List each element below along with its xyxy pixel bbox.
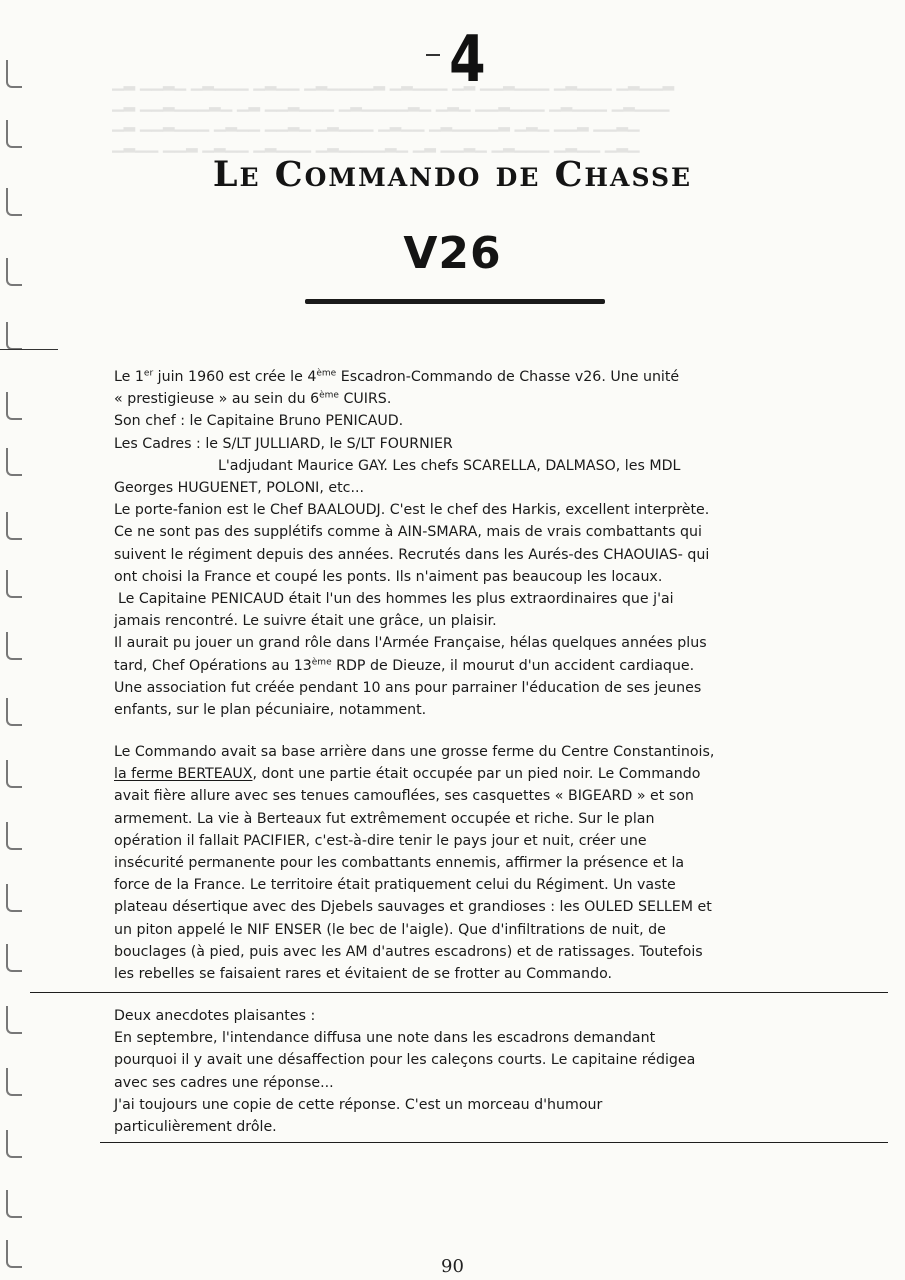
text-line: les rebelles se faisaient rares et évitaient de se frotter au Commando. (114, 966, 613, 983)
text-line: bouclages (à pied, puis avec les AM d'autres escadrons) et de ratissages. Toutefois (114, 943, 703, 960)
text-line: armement. La vie à Berteaux fut extrêmement occupée et riche. Sur le plan (114, 810, 655, 827)
text-line: plateau désertique avec des Djebels sauvages et grandioses : les OULED SELLEM et (114, 899, 712, 916)
text-line: un piton appelé le NIF ENSER (le bec de l'aigle). Que d'infiltrations de nuit, de (114, 921, 666, 938)
text-line: Le Capitaine PENICAUD était l'un des hommes les plus extraordinaires que j'ai (118, 591, 674, 608)
text-line: Georges HUGUENET, POLONI, etc... (114, 480, 365, 497)
title-line-2: V26 (403, 228, 502, 279)
text-line: Le Commando avait sa base arrière dans une grosse ferme du Centre Constantinois, (114, 744, 715, 760)
paragraph-1 (114, 366, 814, 721)
title-part-3: Chasse (554, 154, 693, 195)
title-part-2: de (495, 154, 541, 195)
text-line: insécurité permanente pour les combattants ennemis, affirmer la présence et la (114, 855, 685, 872)
separator-line (100, 1142, 888, 1143)
text-line: Le porte-fanion est le Chef BAALOUDJ. C'est le chef des Harkis, excellent interprète. (114, 502, 710, 519)
text-line: En septembre, l'intendance diffusa une note dans les escadrons demandant (114, 1030, 656, 1047)
text-line: avait fière allure avec ses tenues camouflées, ses casquettes « BIGEARD » et son (114, 788, 694, 805)
title-line-1 (0, 154, 905, 195)
text-line: J'ai toujours une copie de cette réponse. C'est un morceau d'humour (114, 1096, 603, 1113)
bleed-through-texture: ▁▂ ▁▁▂▁ ▁▂▁▁▁ ▁▂▁▁ ▁▂▁▁▁▁▂ ▁▂▁▁▁ ▁▂ ▁▁▂▁▁▁ ▁▂▁▁▁ ▁▂▁▁▂ ▁▂ ▁▁▂▁▁▁▂▁ ▁▂ ▁▁▂▁▁▁ ▁▂▁▁▁▁▂▁ ▁▂▁ ▁▁▂▁▁▁ ▁▂▁▁▁ ▁▂▁▁▁ ▁▂ ▁▁▂▁▁▁ ▁▂▁▁ ▁▁▂▁ ▁▂▁▁▁ ▁▂▁▁ ▁▂▁▁▁▁▂ ▁▂▁ ▁▁▂ ▁▁▂▁ ▁▂▁▁ ▁▁▂ ▁▂▁▁ ▁▂▁▁▁ ▁▂▁▁▁▁▂▁ ▁▂ ▁▁▂▁ ▁▂▁▁▁ ▁▂▁▁ ▁▂▁ (112, 73, 675, 153)
text-line: la ferme BERTEAUX, dont une partie était occupée par un pied noir. Le Commando (114, 766, 701, 783)
text-line: avec ses cadres une réponse... (114, 1074, 334, 1091)
margin-mark (0, 349, 58, 350)
text-line: pourquoi il y avait une désaffection pour les caleçons courts. Le capitaine rédigea (114, 1052, 696, 1069)
text-line: « prestigieuse » au sein du 6ème CUIRS. (114, 390, 392, 408)
text-line: Ce ne sont pas des supplétifs comme à AIN-SMARA, mais de vrais combattants qui (114, 524, 702, 541)
text-line: Les Cadres : le S/LT JULLIARD, le S/LT FOURNIER (114, 435, 453, 452)
dash-mark (426, 54, 440, 56)
text-line: tard, Chef Opérations au 13ème RDP de Dieuze, il mourut d'un accident cardiaque. (114, 656, 695, 674)
title-underline (305, 299, 605, 304)
text-line: suivent le régiment depuis des années. Recrutés dans les Aurés-des CHAOUIAS- qui (114, 546, 710, 563)
text-line: force de la France. Le territoire était pratiquement celui du Régiment. Un vaste (114, 877, 676, 894)
text-line: enfants, sur le plan pécuniaire, notamment. (114, 702, 427, 719)
text-line: L'adjudant Maurice GAY. Les chefs SCARELLA, DALMASO, les MDL (218, 457, 681, 474)
text-line: jamais rencontré. Le suivre était une grâce, un plaisir. (114, 613, 497, 630)
text-line: Deux anecdotes plaisantes : (114, 1008, 316, 1024)
page-number: 90 (441, 1256, 464, 1277)
paragraph-2 (114, 741, 814, 985)
paragraph-3 (114, 1005, 814, 1138)
text-line: Le 1er juin 1960 est crée le 4ème Escadron-Commando de Chasse v26. Une unité (114, 368, 680, 385)
text-line: ont choisi la France et coupé les ponts. Ils n'aiment pas beaucoup les locaux. (114, 568, 663, 585)
text-line: Une association fut créée pendant 10 ans pour parrainer l'éducation de ses jeunes (114, 679, 702, 696)
title-part-1: Le Commando (212, 154, 482, 195)
text-line: opération il fallait PACIFIER, c'est-à-dire tenir le pays jour et nuit, créer une (114, 832, 647, 849)
chapter-number (0, 23, 905, 97)
text-line: Il aurait pu jouer un grand rôle dans l'Armée Française, hélas quelques années plus (114, 635, 707, 652)
chapter-number-text: 4 (448, 23, 487, 97)
underlined-place-name: la ferme BERTEAUX (114, 766, 253, 783)
separator-line (30, 992, 888, 993)
text-line: particulièrement drôle. (114, 1119, 277, 1136)
text-line: Son chef : le Capitaine Bruno PENICAUD. (114, 413, 404, 430)
